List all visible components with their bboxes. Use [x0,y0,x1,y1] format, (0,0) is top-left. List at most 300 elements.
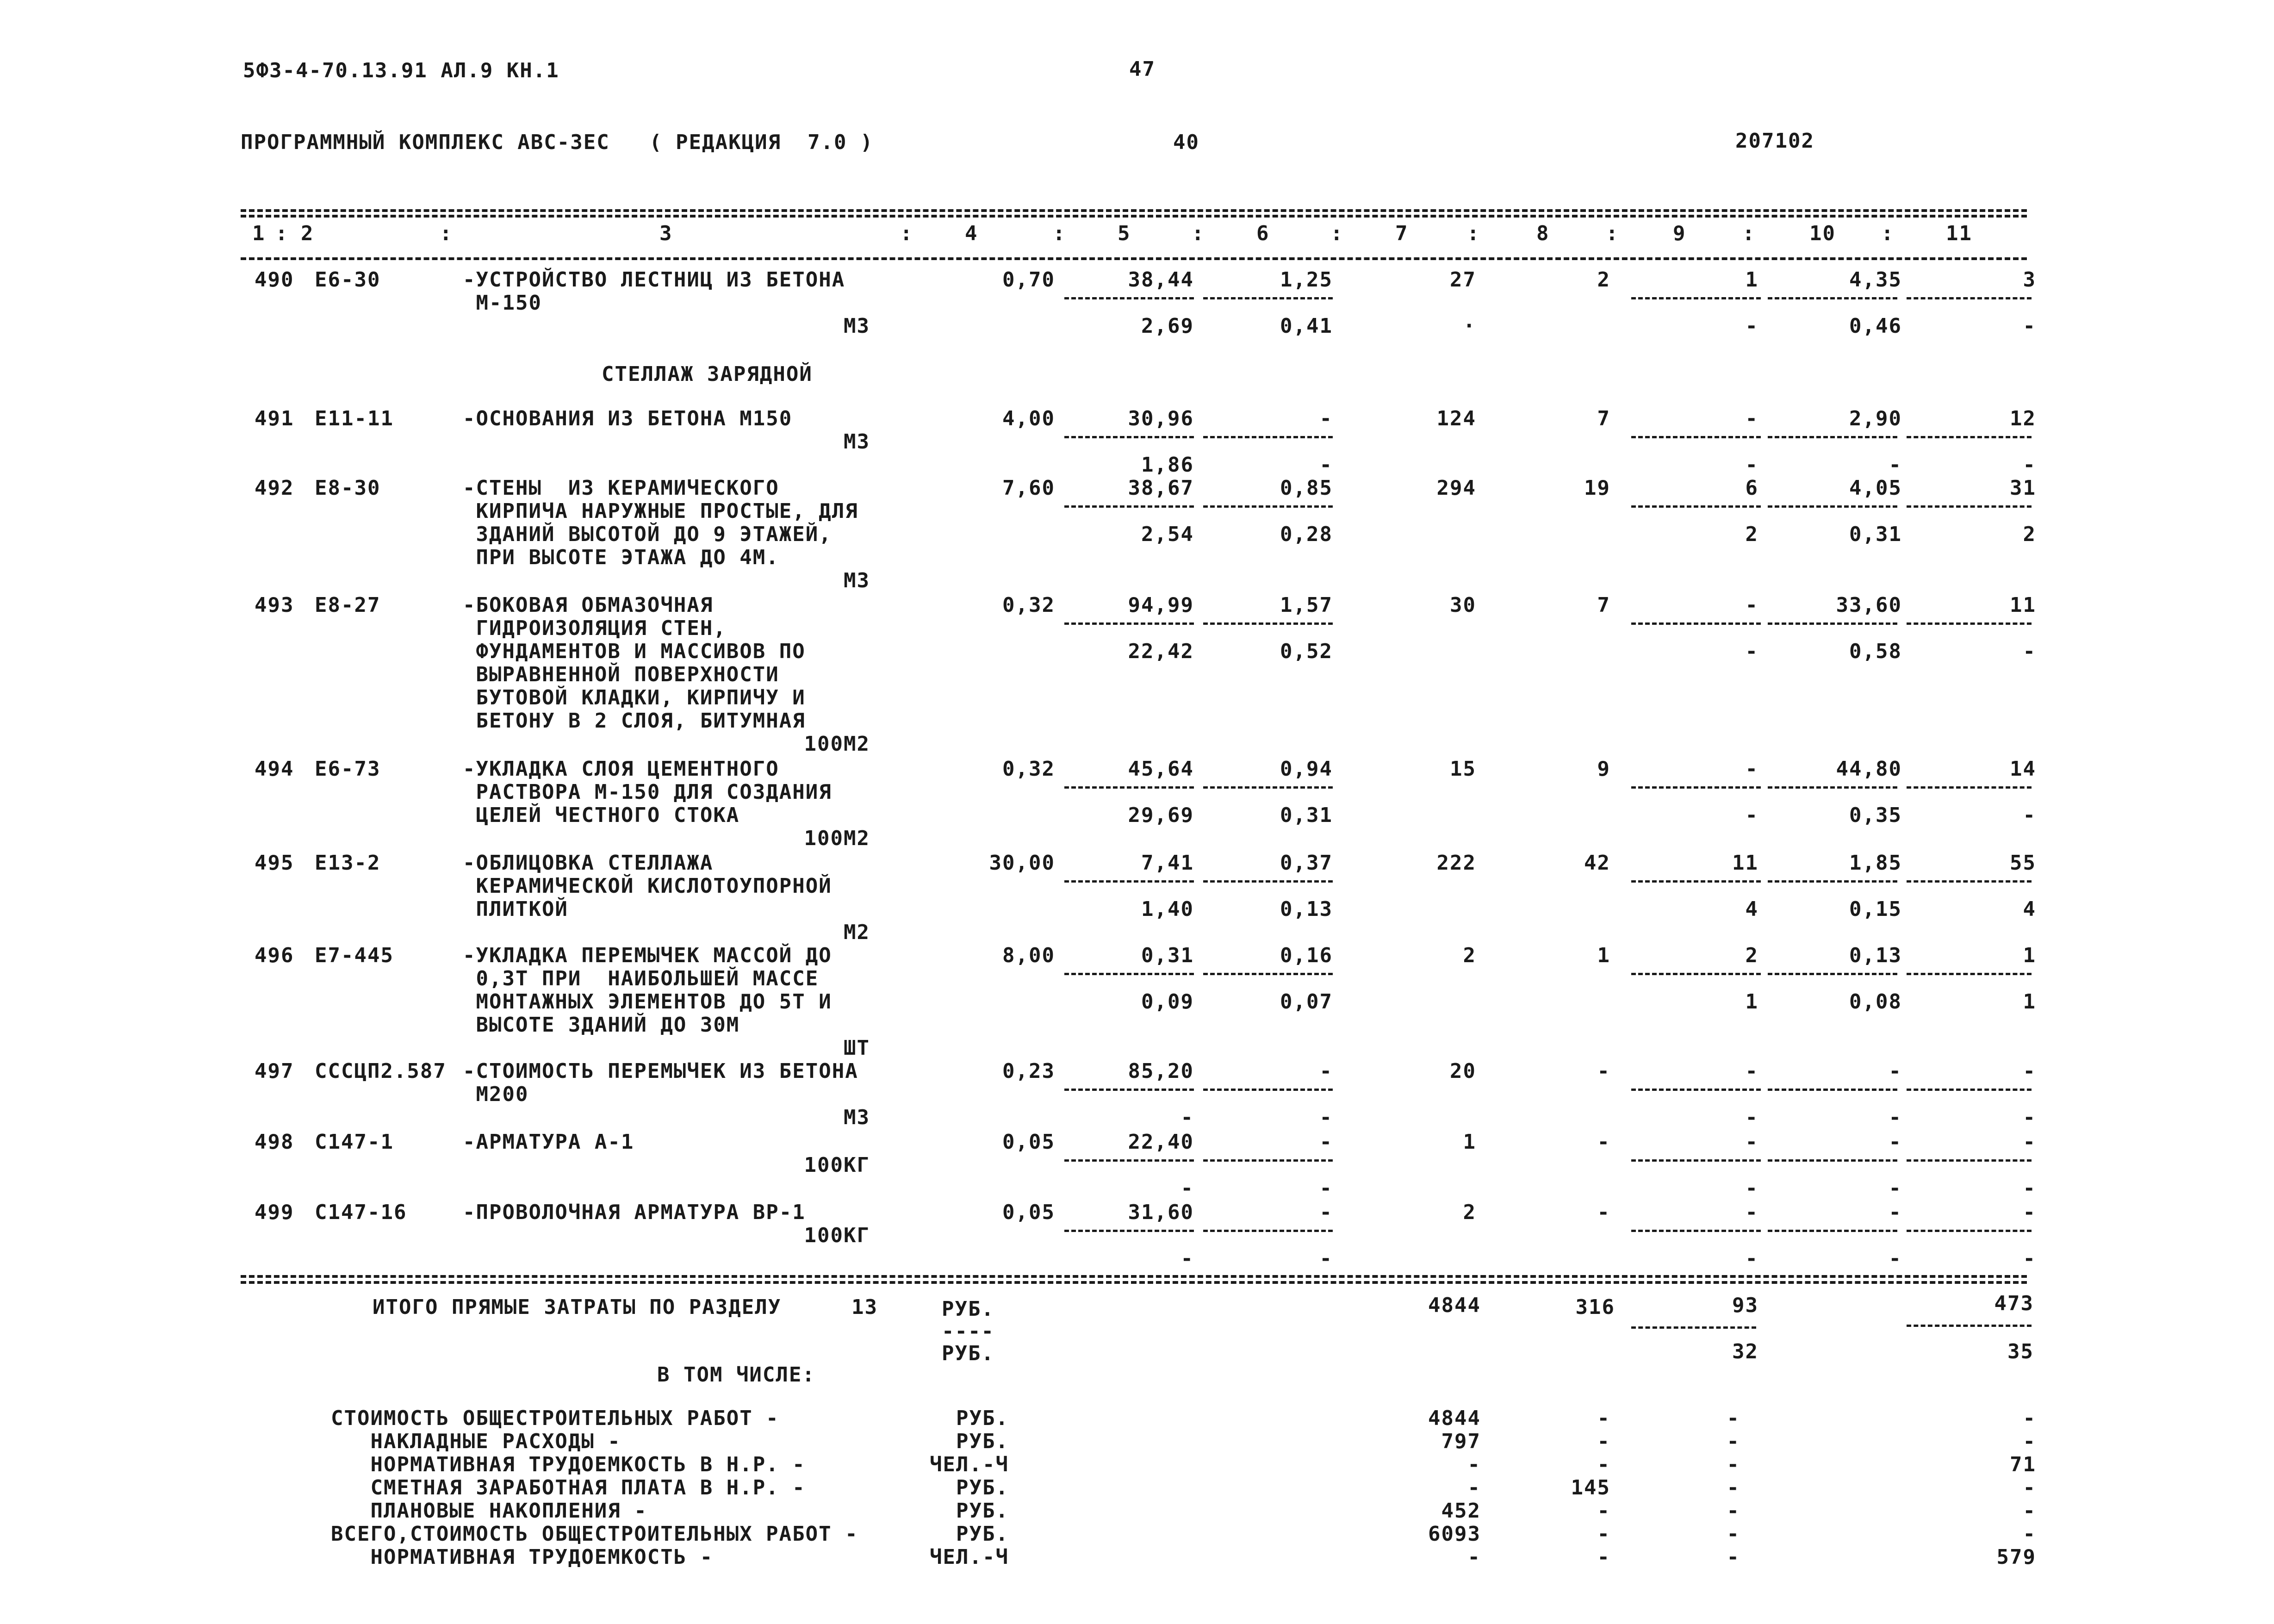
row-rule-col9 [1631,786,1761,789]
row-rule-col6 [1203,622,1333,625]
row-sub-col10: 0,58 [1849,640,1902,663]
row-description-line: -ОСНОВАНИЯ ИЗ БЕТОНА М150 [463,407,793,430]
row-col7: 20 [1450,1059,1476,1083]
row-col8: 7 [1597,407,1610,430]
summary-col11: - [2023,1499,2036,1523]
row-rule-col5 [1064,880,1194,883]
row-col10: - [1889,1130,1902,1154]
row-rule-col6 [1203,505,1333,508]
row-number: 497 [255,1059,294,1083]
header-rule-top-2 [241,215,2027,218]
column-header-5: 5 [1118,222,1131,245]
summary-col11: 71 [2010,1453,2036,1476]
row-rule-col10 [1768,1230,1897,1232]
row-rule-col5 [1064,1159,1194,1162]
totals-sub-col11: 35 [2007,1340,2034,1363]
row-col10: 4,35 [1849,268,1902,292]
row-description-line: КИРПИЧА НАРУЖНЫЕ ПРОСТЫЕ, ДЛЯ [463,499,858,523]
header-rule-bottom [241,257,2027,260]
row-quantity: 0,70 [1002,268,1055,292]
row-sub-col9: - [1745,803,1758,827]
summary-unit: РУБ. [956,1522,1009,1546]
row-unit: 100М2 [804,732,870,756]
row-rule-col6 [1203,786,1333,789]
column-separator: : [900,222,913,245]
row-rule-col11 [1907,622,2032,625]
row-col11: - [2023,1130,2036,1154]
row-description-line: КЕРАМИЧЕСКОЙ КИСЛОТОУПОРНОЙ [463,874,832,898]
row-code: Е13-2 [315,851,381,875]
doc-number: 207102 [1735,129,1814,153]
row-sub-col5: 1,40 [1141,897,1194,921]
row-sub-col6: 0,28 [1280,523,1333,546]
program-line: ПРОГРАММНЫЙ КОМПЛЕКС АВС-3ЕС ( РЕДАКЦИЯ 7.0 ) [241,131,874,154]
summary-col11: - [2023,1522,2036,1546]
row-sub-col11: - [2023,1106,2036,1129]
row-col9: - [1745,1130,1758,1154]
row-sub-col10: 0,08 [1849,990,1902,1014]
summary-label: СТОИМОСТЬ ОБЩЕСТРОИТЕЛЬНЫХ РАБОТ - [331,1406,779,1430]
row-description-line: М-150 [463,291,542,315]
row-description-line: -ОБЛИЦОВКА СТЕЛЛАЖА [463,851,714,875]
summary-label: НОРМАТИВНАЯ ТРУДОЕМКОСТЬ - [331,1545,714,1569]
row-col6: - [1319,1059,1333,1083]
row-rule-col5 [1064,786,1194,789]
summary-unit: РУБ. [956,1406,1009,1430]
column-separator: : [1606,222,1619,245]
section-title: СТЕЛЛАЖ ЗАРЯДНОЙ [602,362,813,386]
row-rule-col10 [1768,786,1897,789]
row-number: 494 [255,757,294,781]
row-rule-col11 [1907,1230,2032,1232]
row-unit: М3 [844,314,870,338]
column-separator: : [1467,222,1480,245]
row-col6: 0,85 [1280,476,1333,500]
row-col8: - [1597,1130,1610,1154]
row-rule-col6 [1203,297,1333,299]
totals-unit-separator: ---- [942,1319,994,1343]
totals-col9: 93 [1732,1294,1758,1317]
totals-unit-1: РУБ. [942,1297,994,1321]
row-col10: 0,13 [1849,944,1902,967]
row-rule-col9 [1631,1089,1761,1091]
row-col5: 30,96 [1128,407,1194,430]
row-col11: 11 [2010,593,2036,617]
summary-col8: - [1597,1430,1610,1453]
row-rule-col9 [1631,436,1761,438]
row-col7: 30 [1450,593,1476,617]
row-sub-col11: - [2023,314,2036,338]
row-col10: 44,80 [1836,757,1902,781]
row-sub-col10: 0,46 [1849,314,1902,338]
row-quantity: 7,60 [1002,476,1055,500]
including-label: В ТОМ ЧИСЛЕ: [657,1363,815,1387]
row-quantity: 0,32 [1002,757,1055,781]
row-sub-col5: - [1180,1247,1194,1270]
row-description-line: -УКЛАДКА ПЕРЕМЫЧЕК МАССОЙ ДО [463,944,832,967]
row-col9: 6 [1745,476,1758,500]
summary-col9: - [1727,1430,1740,1453]
row-number: 490 [255,268,294,292]
row-code: Е8-27 [315,593,381,617]
row-sub-col10: - [1889,1247,1902,1270]
row-number: 498 [255,1130,294,1154]
row-code: Е6-73 [315,757,381,781]
totals-col8: 316 [1575,1295,1615,1319]
row-col7: 124 [1436,407,1476,430]
row-col11: 12 [2010,407,2036,430]
row-description-line: ВЫРАВНЕННОЙ ПОВЕРХНОСТИ [463,663,779,686]
summary-label: ВСЕГО,СТОИМОСТЬ ОБЩЕСТРОИТЕЛЬНЫХ РАБОТ - [331,1522,858,1546]
row-col9: 1 [1745,268,1758,292]
summary-col7: 797 [1441,1430,1481,1453]
row-col11: 14 [2010,757,2036,781]
summary-label: ПЛАНОВЫЕ НАКОПЛЕНИЯ - [331,1499,647,1523]
row-rule-col9 [1631,1230,1761,1232]
row-col6: - [1319,1201,1333,1224]
column-header-4: 4 [965,222,978,245]
summary-label: НОРМАТИВНАЯ ТРУДОЕМКОСТЬ В Н.Р. - [331,1453,806,1476]
row-sub-col9: - [1745,640,1758,663]
row-unit: М3 [844,1106,870,1129]
row-code: Е7-445 [315,944,394,967]
summary-col8: - [1597,1545,1610,1569]
row-sub-col5: 2,54 [1141,523,1194,546]
summary-col7: - [1467,1453,1481,1476]
row-code: Е11-11 [315,407,394,430]
row-description-line: ЦЕЛЕЙ ЧЕСТНОГО СТОКА [463,803,740,827]
row-rule-col10 [1768,622,1897,625]
row-rule-col11 [1907,786,2032,789]
row-rule-col6 [1203,436,1333,438]
row-sub-col11: - [2023,640,2036,663]
row-sub-col9: 4 [1745,897,1758,921]
summary-unit: РУБ. [956,1430,1009,1453]
row-col8: 1 [1597,944,1610,967]
row-number: 492 [255,476,294,500]
row-col8: 7 [1597,593,1610,617]
column-header-3: 3 [659,222,673,245]
row-col6: - [1319,407,1333,430]
row-description-line: ВЫСОТЕ ЗДАНИЙ ДО 30М [463,1013,740,1037]
row-quantity: 0,05 [1002,1201,1055,1224]
row-col10: 33,60 [1836,593,1902,617]
row-sub-col6: 0,52 [1280,640,1333,663]
column-header-2: 2 [301,222,314,245]
row-rule-col9 [1631,505,1761,508]
row-col6: 1,57 [1280,593,1333,617]
row-col6: 0,94 [1280,757,1333,781]
column-separator: : [1742,222,1756,245]
summary-col8: - [1597,1522,1610,1546]
row-quantity: 0,05 [1002,1130,1055,1154]
row-rule-col5 [1064,973,1194,975]
row-quantity: 30,00 [989,851,1055,875]
row-col6: 1,25 [1280,268,1333,292]
totals-section: 13 [851,1295,878,1319]
row-rule-col10 [1768,1159,1897,1162]
row-col9: - [1745,407,1758,430]
summary-label: НАКЛАДНЫЕ РАСХОДЫ - [331,1430,621,1453]
row-col11: - [2023,1201,2036,1224]
row-sub-col9: - [1745,1247,1758,1270]
row-rule-col11 [1907,880,2032,883]
row-sub-col11: - [2023,453,2036,477]
row-code: СССЦП2.587 [315,1059,447,1083]
row-col10: - [1889,1201,1902,1224]
row-sub-col11: 4 [2023,897,2036,921]
column-header-7: 7 [1395,222,1409,245]
row-rule-col5 [1064,622,1194,625]
totals-sub-col9: 32 [1732,1340,1758,1363]
row-description-line: ФУНДАМЕНТОВ И МАССИВОВ ПО [463,640,806,663]
totals-rule-2 [241,1281,2027,1284]
row-col5: 38,67 [1128,476,1194,500]
row-description-line: -АРМАТУРА А-1 [463,1130,634,1154]
row-code: Е8-30 [315,476,381,500]
row-number: 499 [255,1201,294,1224]
row-col5: 0,31 [1141,944,1194,967]
row-sub-col9: 2 [1745,523,1758,546]
column-separator: : [440,222,453,245]
row-sub-col10: 0,35 [1849,803,1902,827]
row-description-line: М200 [463,1083,529,1106]
column-separator: : [1053,222,1066,245]
row-col6: 0,37 [1280,851,1333,875]
row-sub-col11: - [2023,803,2036,827]
summary-col8: - [1597,1499,1610,1523]
row-rule-col10 [1768,880,1897,883]
row-sub-col9: 1 [1745,990,1758,1014]
row-sub-col5: 22,42 [1128,640,1194,663]
row-code: Е6-30 [315,268,381,292]
row-col8: 19 [1584,476,1610,500]
row-col7: 2 [1463,1201,1476,1224]
row-sub-col6: - [1319,1176,1333,1200]
summary-col7: 452 [1441,1499,1481,1523]
row-col7: 2 [1463,944,1476,967]
row-sub-col6: 0,41 [1280,314,1333,338]
column-separator: : [275,222,289,245]
row-description-line: -ПРОВОЛОЧНАЯ АРМАТУРА ВР-1 [463,1201,806,1224]
column-header-9: 9 [1673,222,1686,245]
row-quantity: 4,00 [1002,407,1055,430]
row-col9: - [1745,1201,1758,1224]
row-rule-col10 [1768,1089,1897,1091]
row-col9: 11 [1732,851,1758,875]
column-header-6: 6 [1256,222,1270,245]
column-separator: : [1192,222,1205,245]
row-sub-col10: 0,15 [1849,897,1902,921]
row-col8: - [1597,1201,1610,1224]
row-sub-col9: - [1745,453,1758,477]
row-sub-col9: - [1745,314,1758,338]
row-rule-col11 [1907,973,2032,975]
summary-col8: - [1597,1453,1610,1476]
row-rule-col9 [1631,880,1761,883]
row-sub-col6: 0,31 [1280,803,1333,827]
row-rule-col11 [1907,1159,2032,1162]
row-col6: - [1319,1130,1333,1154]
row-rule-col5 [1064,1230,1194,1232]
row-col11: 1 [2023,944,2036,967]
row-sub-col6: - [1319,1106,1333,1129]
row-col5: 31,60 [1128,1201,1194,1224]
row-quantity: 8,00 [1002,944,1055,967]
row-col10: 1,85 [1849,851,1902,875]
row-rule-col9 [1631,973,1761,975]
row-description-line: ГИДРОИЗОЛЯЦИЯ СТЕН, [463,616,727,640]
row-unit: ШТ [844,1036,870,1060]
row-col10: 2,90 [1849,407,1902,430]
row-description-line: -УСТРОЙСТВО ЛЕСТНИЦ ИЗ БЕТОНА [463,268,845,292]
row-number: 491 [255,407,294,430]
totals-unit-2: РУБ. [942,1342,994,1365]
row-description-line: ПРИ ВЫСОТЕ ЭТАЖА ДО 4М. [463,546,779,569]
row-col6: 0,16 [1280,944,1333,967]
row-col7: 15 [1450,757,1476,781]
row-quantity: 0,32 [1002,593,1055,617]
summary-col9: - [1727,1453,1740,1476]
summary-col11: - [2023,1430,2036,1453]
row-rule-col6 [1203,880,1333,883]
row-rule-col9 [1631,1159,1761,1162]
summary-col7: - [1467,1545,1481,1569]
row-number: 496 [255,944,294,967]
summary-unit: ЧЕЛ.-Ч [930,1545,1009,1569]
summary-unit: РУБ. [956,1499,1009,1523]
totals-label: ИТОГО ПРЯМЫЕ ЗАТРАТЫ ПО РАЗДЕЛУ [373,1295,782,1319]
row-rule-col10 [1768,973,1897,975]
row-sub-col11: - [2023,1247,2036,1270]
row-col7: 222 [1436,851,1476,875]
row-col10: 4,05 [1849,476,1902,500]
row-col5: 38,44 [1128,268,1194,292]
row-col5: 85,20 [1128,1059,1194,1083]
row-unit: 100КГ [804,1153,870,1177]
row-description-line: 0,3Т ПРИ НАИБОЛЬШЕЙ МАССЕ [463,967,819,990]
row-col7: 27 [1450,268,1476,292]
row-unit: 100КГ [804,1224,870,1247]
page-number: 47 [1129,57,1156,81]
row-sub-col11: 2 [2023,523,2036,546]
summary-unit: РУБ. [956,1476,1009,1500]
row-sub-col10: - [1889,453,1902,477]
row-rule-col5 [1064,436,1194,438]
row-rule-col5 [1064,1089,1194,1091]
row-description-line: ЗДАНИЙ ВЫСОТОЙ ДО 9 ЭТАЖЕЙ, [463,523,832,546]
row-rule-col10 [1768,297,1897,299]
row-description-line: БЕТОНУ В 2 СЛОЯ, БИТУМНАЯ [463,709,806,733]
row-unit: М3 [844,430,870,454]
row-unit: М2 [844,921,870,944]
row-sub-col6: - [1319,1247,1333,1270]
column-header-8: 8 [1536,222,1550,245]
row-rule-col10 [1768,436,1897,438]
row-sub-col9: - [1745,1176,1758,1200]
row-unit: М3 [844,569,870,592]
row-rule-col6 [1203,973,1333,975]
row-sub-col5: - [1180,1176,1194,1200]
row-sub-col5: 29,69 [1128,803,1194,827]
summary-label: СМЕТНАЯ ЗАРАБОТНАЯ ПЛАТА В Н.Р. - [331,1476,806,1500]
row-col8: 2 [1597,268,1610,292]
row-sub-col5: 2,69 [1141,314,1194,338]
summary-unit: ЧЕЛ.-Ч [930,1453,1009,1476]
row-sub-col6: - [1319,453,1333,477]
row-rule-col11 [1907,297,2032,299]
row-sub-col11: - [2023,1176,2036,1200]
row-col11: 31 [2010,476,2036,500]
header-rule-top [241,209,2027,212]
row-sub-col6: 0,07 [1280,990,1333,1014]
column-separator: : [1881,222,1895,245]
row-sub-col11: 1 [2023,990,2036,1014]
row-description-line: РАСТВОРА М-150 ДЛЯ СОЗДАНИЯ [463,780,832,804]
row-rule-col10 [1768,505,1897,508]
row-sub-col10: - [1889,1176,1902,1200]
row-sub-col6: 0,13 [1280,897,1333,921]
summary-col9: - [1727,1499,1740,1523]
row-rule-col6 [1203,1159,1333,1162]
summary-col9: - [1727,1476,1740,1500]
row-rule-col9 [1631,297,1761,299]
row-col9: - [1745,1059,1758,1083]
row-rule-col5 [1064,505,1194,508]
summary-col11: - [2023,1406,2036,1430]
row-col8: 9 [1597,757,1610,781]
row-sub-col10: 0,31 [1849,523,1902,546]
column-header-1: 1 [252,222,266,245]
row-description-line: МОНТАЖНЫХ ЭЛЕМЕНТОВ ДО 5Т И [463,990,832,1014]
row-col9: 2 [1745,944,1758,967]
row-col9: - [1745,757,1758,781]
totals-sep-9 [1631,1326,1756,1329]
row-number: 493 [255,593,294,617]
row-description-line: -СТОИМОСТЬ ПЕРЕМЫЧЕК ИЗ БЕТОНА [463,1059,858,1083]
totals-rule [241,1275,2027,1278]
summary-col9: - [1727,1406,1740,1430]
row-sub-col7: · [1463,314,1476,338]
summary-col7: 6093 [1428,1522,1481,1546]
row-col5: 94,99 [1128,593,1194,617]
column-separator: : [1330,222,1344,245]
totals-col7: 4844 [1428,1294,1481,1317]
row-rule-col11 [1907,505,2032,508]
row-code: С147-16 [315,1201,407,1224]
row-sub-col10: - [1889,1106,1902,1129]
row-col11: - [2023,1059,2036,1083]
row-sub-col5: 1,86 [1141,453,1194,477]
row-description-line: ПЛИТКОЙ [463,897,568,921]
doc-code: 5ФЗ-4-70.13.91 АЛ.9 КН.1 [243,59,559,82]
summary-col11: - [2023,1476,2036,1500]
totals-col11: 473 [1994,1292,2034,1315]
row-description-line: БУТОВОЙ КЛАДКИ, КИРПИЧУ И [463,686,806,709]
row-col7: 294 [1436,476,1476,500]
row-unit: 100М2 [804,827,870,850]
row-code: С147-1 [315,1130,394,1154]
row-description-line: -БОКОВАЯ ОБМАЗОЧНАЯ [463,593,714,617]
totals-sep-11 [1907,1325,2032,1327]
row-quantity: 0,23 [1002,1059,1055,1083]
row-col5: 7,41 [1141,851,1194,875]
row-col5: 22,40 [1128,1130,1194,1154]
row-rule-col6 [1203,1089,1333,1091]
row-sub-col9: - [1745,1106,1758,1129]
summary-col9: - [1727,1545,1740,1569]
row-rule-col6 [1203,1230,1333,1232]
